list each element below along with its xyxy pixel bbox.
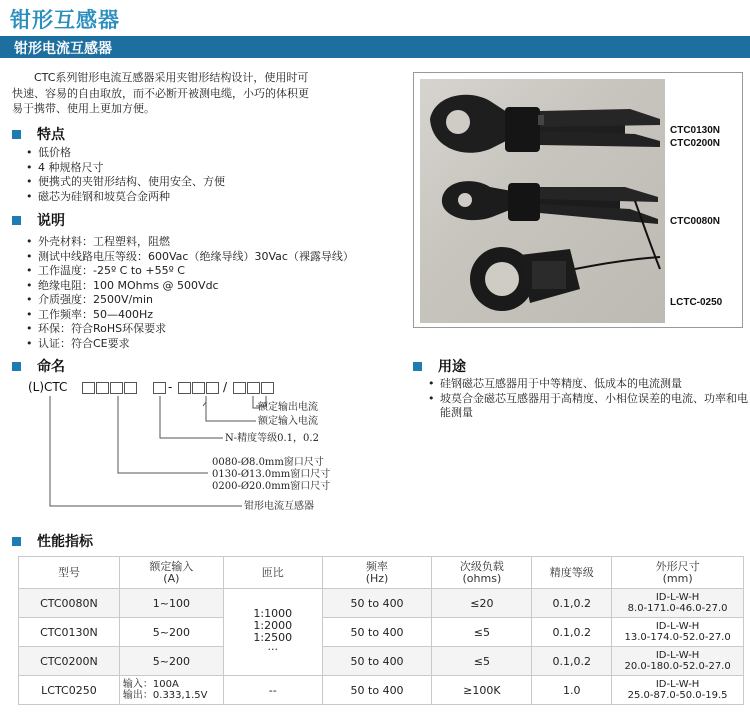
features-list	[26, 146, 225, 204]
dim-value: 25.0-87.0-50.0-19.5	[627, 690, 728, 701]
code-box	[247, 382, 260, 394]
dim-label: ID-L-W-H	[655, 592, 700, 603]
list-item: • 4 种规格尺寸	[26, 161, 225, 176]
naming-heading	[12, 358, 65, 374]
cell-input: 5~200	[119, 618, 223, 647]
photo-label: CTC0200N	[670, 138, 721, 149]
list-item: • 工作频率：50—400Hz	[26, 308, 354, 323]
features-heading	[12, 126, 65, 142]
cell-precision: 0.1,0.2	[532, 618, 612, 647]
naming-code-prefix: (L)CTC	[28, 380, 68, 394]
photo-label: LCTC-0250	[670, 297, 723, 308]
cell-model: CTC0200N	[19, 647, 120, 676]
list-item: • 工作温度：-25º C to +55º C	[26, 264, 354, 279]
cell-model: CTC0130N	[19, 618, 120, 647]
product-photo	[413, 72, 743, 328]
naming-diagram	[28, 378, 368, 518]
cell-precision: 1.0	[532, 676, 612, 705]
table-row	[19, 618, 744, 647]
cell-model: CTC0080N	[19, 589, 120, 618]
dim-value: 20.0-180.0-52.0-27.0	[624, 661, 731, 672]
cell-freq: 50 to 400	[322, 618, 432, 647]
list-item: • 测试中线路电压等级：600Vac（绝缘导线）30Vac（裸露导线）	[26, 250, 354, 265]
column-header: 额定输入 (A)	[119, 557, 223, 589]
cell-dimensions	[612, 618, 744, 647]
square-bullet-icon	[12, 216, 21, 225]
cell-load: ≤20	[432, 589, 532, 618]
code-box	[153, 382, 166, 394]
cell-dimensions	[612, 589, 744, 618]
column-header: 次级负载 (ohms)	[432, 557, 532, 589]
performance-heading-text: 性能指标	[37, 534, 93, 550]
code-box	[124, 382, 137, 394]
list-item: • 便携式的夹钳形结构、使用安全、方便	[26, 175, 225, 190]
dim-label: ID-L-W-H	[655, 621, 700, 632]
column-header: 精度等级	[532, 557, 612, 589]
page-title: 钳形互感器	[10, 8, 120, 32]
cell-input: 1~100	[119, 589, 223, 618]
list-item: • 外壳材料：工程塑料，阻燃	[26, 235, 354, 250]
features-heading-text: 特点	[37, 127, 65, 143]
photo-label: CTC0080N	[670, 216, 721, 227]
code-box	[110, 382, 123, 394]
cell-dimensions	[612, 676, 744, 705]
naming-separator: /	[223, 380, 228, 394]
cell-precision: 0.1,0.2	[532, 589, 612, 618]
cell-freq: 50 to 400	[322, 589, 432, 618]
naming-desc: 额定输出电流	[258, 402, 318, 413]
naming-desc: 0200-Ø20.0mm窗口尺寸	[212, 481, 331, 492]
naming-heading-text: 命名	[37, 359, 65, 375]
cell-dimensions	[612, 647, 744, 676]
code-box	[178, 382, 191, 394]
dim-label: ID-L-W-H	[655, 679, 700, 690]
cell-load: ≤5	[432, 618, 532, 647]
column-header: 匝比	[223, 557, 322, 589]
cell-turns-ratio: 1:1000 1:2000 1:2500 ···	[223, 589, 322, 676]
intro-paragraph: CTC系列钳形电流互感器采用夹钳形结构设计，使用时可快速、容易的自由取放，而不必断开被测电缆，小巧的体积更易于携带、使用上更加方便。	[12, 71, 309, 115]
list-item: • 低价格	[26, 146, 225, 161]
code-box	[96, 382, 109, 394]
code-box	[206, 382, 219, 394]
list-item: • 磁芯为硅钢和坡莫合金两种	[26, 190, 225, 205]
cell-model: LCTC0250	[19, 676, 120, 705]
usage-heading-text: 用途	[438, 359, 466, 375]
square-bullet-icon	[12, 537, 21, 546]
cell-precision: 0.1,0.2	[532, 647, 612, 676]
table-row	[19, 676, 744, 705]
section-title: 钳形电流互感器	[14, 41, 112, 57]
square-bullet-icon	[12, 362, 21, 371]
cell-turns-ratio: --	[223, 676, 322, 705]
list-item: • 环保：符合RoHS环保要求	[26, 322, 354, 337]
naming-desc: 0130-Ø13.0mm窗口尺寸	[212, 469, 331, 480]
column-header: 外形尺寸 (mm)	[612, 557, 744, 589]
code-box	[82, 382, 95, 394]
table-header-row	[19, 557, 744, 589]
square-bullet-icon	[12, 130, 21, 139]
cell-input: 5~200	[119, 647, 223, 676]
section-title-bar	[0, 36, 750, 58]
code-box	[192, 382, 205, 394]
naming-desc: 额定输入电流	[258, 416, 318, 427]
usage-heading	[413, 358, 466, 374]
dim-label: ID-L-W-H	[655, 650, 700, 661]
usage-list	[428, 377, 748, 421]
naming-separator: -	[168, 380, 173, 394]
list-item: • 认证：符合CE要求	[26, 337, 354, 352]
column-header: 频率 (Hz)	[322, 557, 432, 589]
performance-table	[18, 556, 744, 705]
table-row	[19, 589, 744, 618]
code-box	[233, 382, 246, 394]
photo-label: CTC0130N	[670, 125, 721, 136]
list-item: • 介质强度：2500V/min	[26, 293, 354, 308]
square-bullet-icon	[413, 362, 422, 371]
column-header: 型号	[19, 557, 120, 589]
specs-heading-text: 说明	[37, 213, 65, 229]
cell-freq: 50 to 400	[322, 676, 432, 705]
naming-desc: N-精度等级0.1，0.2	[225, 433, 319, 444]
naming-desc: 钳形电流互感器	[244, 501, 314, 512]
cell-freq: 50 to 400	[322, 647, 432, 676]
naming-desc: 0080-Ø8.0mm窗口尺寸	[212, 457, 324, 468]
list-item: • 硅钢磁芯互感器用于中等精度、低成本的电流测量	[428, 377, 748, 392]
specs-heading	[12, 212, 65, 228]
list-item: • 绝缘电阻：100 MOhms @ 500Vdc	[26, 279, 354, 294]
list-item: • 坡莫合金磁芯互感器用于高精度、小相位误差的电流、功率和电能测量	[428, 392, 748, 421]
naming-connector-lines	[28, 378, 368, 518]
dim-value: 13.0-174.0-52.0-27.0	[624, 632, 731, 643]
table-row	[19, 647, 744, 676]
product-image	[420, 79, 665, 323]
code-box	[261, 382, 274, 394]
dim-value: 8.0-171.0-46.0-27.0	[627, 603, 728, 614]
cell-load: ≤5	[432, 647, 532, 676]
cell-input: 输入：100A 输出：0.333,1.5V	[119, 676, 223, 705]
performance-heading	[12, 533, 93, 549]
specs-list	[26, 235, 354, 351]
cell-load: ≥100K	[432, 676, 532, 705]
